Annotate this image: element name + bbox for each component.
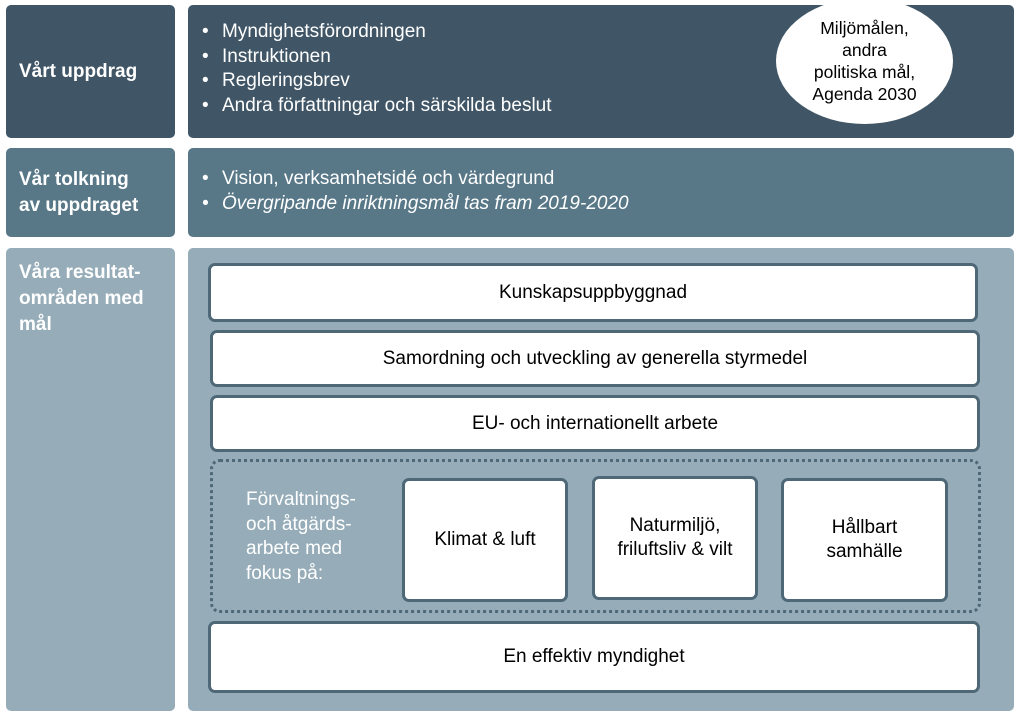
focus-area-line: Klimat & luft [434,529,536,550]
focus-area-line: Naturmiljö, [629,515,721,536]
goals-bubble-line: Agenda 2030 [812,84,917,104]
focus-area-line: samhälle [826,541,903,562]
interpretation-label [19,167,138,219]
area-label: EU- och internationellt arbete [471,412,719,434]
focus-area-line: friluftsliv & vilt [617,539,733,560]
mission-label-box [6,5,175,138]
area-label: En effektiv myndighet [503,646,685,667]
focus-label-line: Förvaltnings- [246,489,356,510]
area-eu-international-box [210,395,980,452]
goals-bubble-line: Miljömålen, [820,18,909,38]
results-label-line: mål [19,314,52,335]
goals-bubble [776,0,953,124]
focus-label-line: arbete med [246,538,343,559]
focus-label [246,488,356,586]
mission-item: • Regleringsbrev [200,69,552,94]
focus-sustainable-society-box [781,478,948,602]
results-label-line: områden med [19,288,144,309]
mission-list [200,20,552,119]
goals-bubble-line: andra [842,40,887,60]
mission-label: Vårt uppdrag [19,61,138,82]
interpretation-content-box [188,148,1014,237]
focus-label-line: och åtgärds- [246,513,352,535]
mission-item: • Myndighetsförordningen [200,20,552,45]
area-effective-agency-box [208,621,980,693]
results-label [19,260,144,338]
results-label-line: Våra resultat- [19,262,141,283]
results-label-box [6,248,175,711]
focus-area-line: Hållbart [831,517,898,538]
interpretation-label-line: Vår tolkning [19,169,129,190]
interpretation-label-box [6,148,175,237]
area-policy-instruments-box [210,330,980,387]
interpretation-item: • Vision, verksamhetsidé och värdegrund [200,167,629,192]
focus-nature-box [592,476,758,600]
interpretation-list [200,167,629,216]
interpretation-label-line: av uppdraget [19,195,139,216]
focus-label-line: fokus på: [246,562,324,584]
mission-item: • Andra författningar och särskilda beslut [200,94,552,119]
focus-climate-box [402,478,568,602]
area-knowledge-box [208,263,978,322]
mission-item: • Instruktionen [200,45,552,70]
goals-bubble-line: politiska mål, [813,62,916,82]
area-label: Samordning och utveckling av generella styrmedel [382,347,808,369]
interpretation-item: • Övergripande inriktningsmål tas fram 2019-2020 [200,192,629,217]
area-label: Kunskapsuppbyggnad [498,281,688,303]
